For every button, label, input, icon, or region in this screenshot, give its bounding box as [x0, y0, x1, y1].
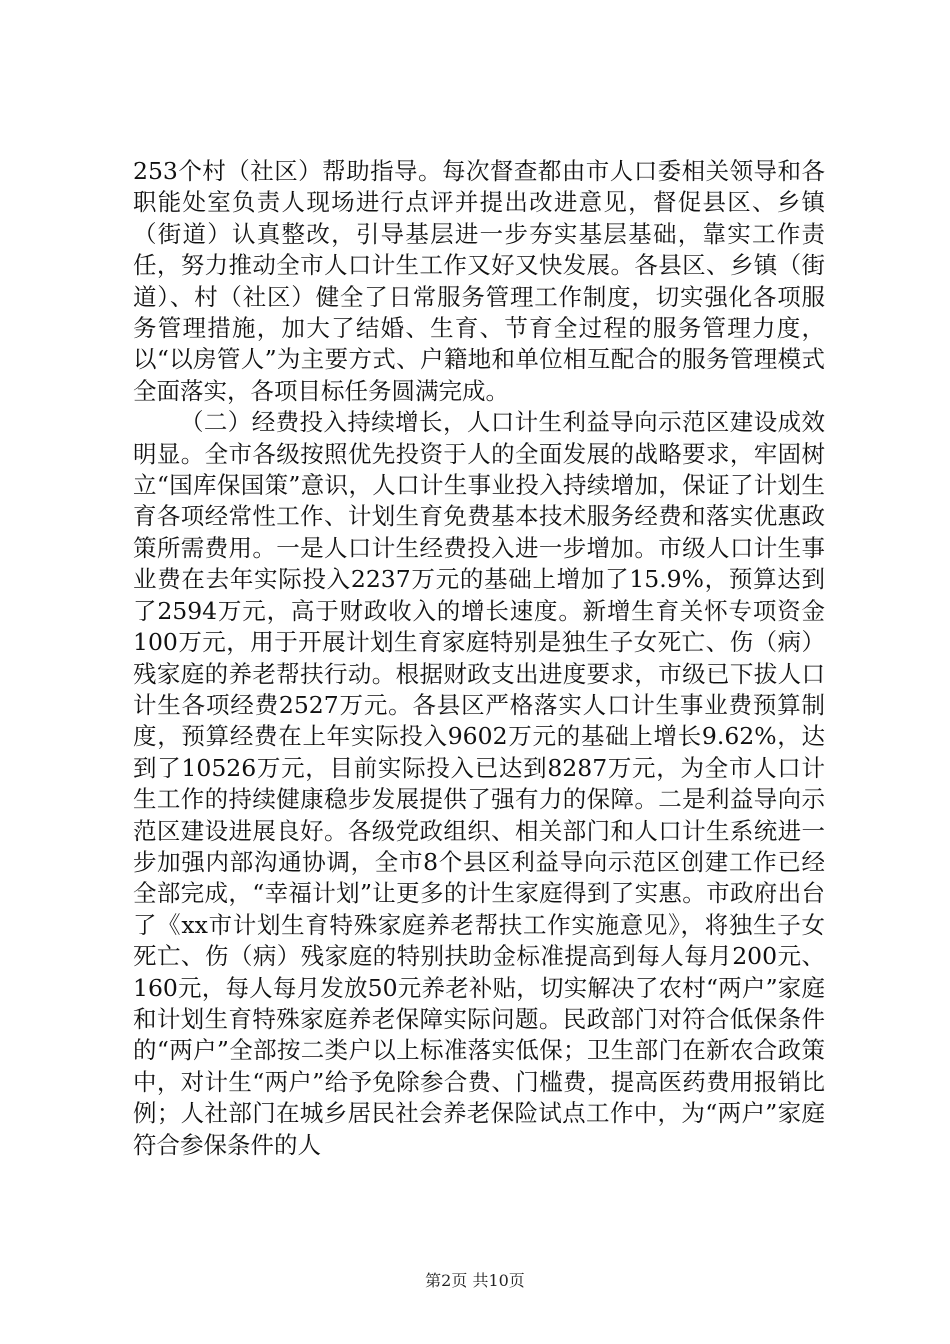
paragraph-continuation: 253个村（社区）帮助指导。每次督查都由市人口委相关领导和各职能处室负责人现场进行点评并提出改进意见，督促县区、乡镇（街道）认真整改，引导基层进一步夯实基层基础，靠实工作责任，努力推动全市人口计生工作又好又快发展。各县区、乡镇（街道）、村（社区）健全了日常服务管理工作制度，切实强化各项服务管理措施，加大了结婚、生育、节育全过程的服务管理力度，以“以房管人”为主要方式、户籍地和单位相互配合的服务管理模式全面落实，各项目标任务圆满完成。 [133, 157, 825, 405]
page-number-footer: 第2页 共10页 [425, 1271, 525, 1290]
paragraph-funding-section: （二）经费投入持续增长，人口计生利益导向示范区建设成效明显。全市各级按照优先投资于人的全面发展的战略要求，牢固树立“国库保国策”意识，人口计生事业投入持续增加，保证了计划生育各项经常性工作、计划生育免费基本技术服务经费和落实优惠政策所需费用。一是人口计生经费投入进一步增加。市级人口计生事业费在去年实际投入2237万元的基础上增加了15.9%，预算达到了2594万元，高于财政收入的增长速度。新增生育关怀专项资金100万元，用于开展计划生育家庭特别是独生子女死亡、伤（病）残家庭的养老帮扶行动。根据财政支出进度要求，市级已下拔人口计生各项经费2527万元。各县区严格落实人口计生事业费预算制度，预算经费在上年实际投入9602万元的基础上增长9.62%，达到了10526万元，目前实际投入已达到8287万元，为全市人口计生工作的持续健康稳步发展提供了强有力的保障。二是利益导向示范区建设进展良好。各级党政组织、相关部门和人口计生系统进一步加强内部沟通协调，全市8个县区利益导向示范区创建工作已经全部完成，“幸福计划”让更多的计生家庭得到了实惠。市政府出台了《xx市计划生育特殊家庭养老帮扶工作实施意见》，将独生子女死亡、伤（病）残家庭的特别扶助金标准提高到每人每月200元、160元，每人每月发放50元养老补贴，切实解决了农村“两户”家庭和计划生育特殊家庭养老保障实际问题。民政部门对符合低保条件的“两户”全部按二类户以上标准落实低保；卫生部门在新农合政策中，对计生“两户”给予免除参合费、门槛费，提高医药费用报销比例；人社部门在城乡居民社会养老保险试点工作中，为“两户”家庭符合参保条件的人 [133, 408, 825, 1159]
document-body [133, 156, 825, 1161]
